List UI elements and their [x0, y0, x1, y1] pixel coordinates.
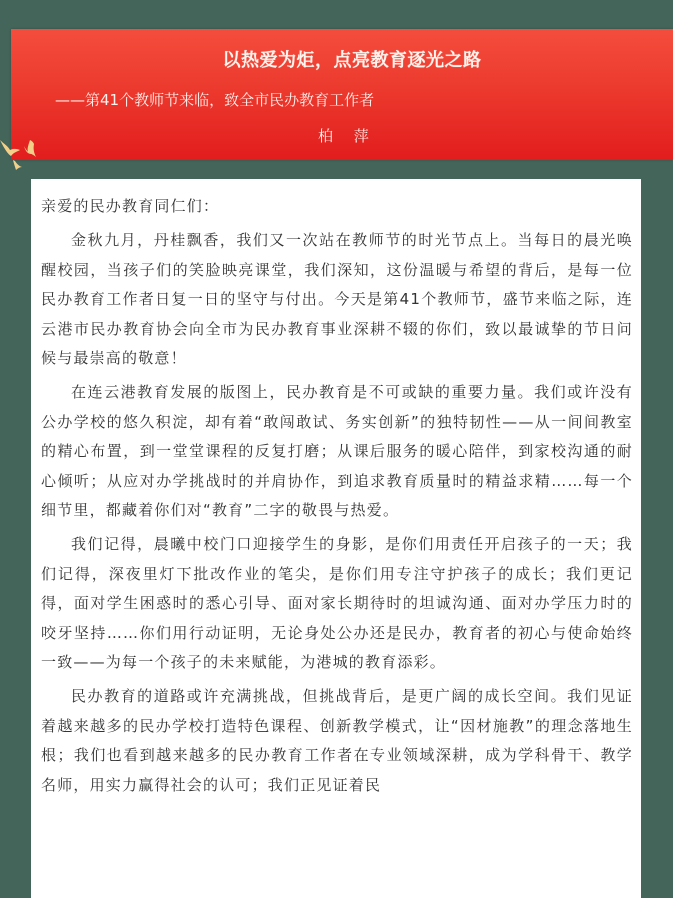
letter-panel — [31, 179, 641, 898]
doves-icon — [0, 136, 45, 176]
article-body — [41, 192, 633, 805]
salutation: 亲爱的民办教育同仁们： — [41, 197, 220, 215]
article-subtitle: ——第41个教师节来临，致全市民办教育工作者 — [55, 91, 375, 109]
header-banner — [11, 29, 673, 160]
paragraph: 民办教育的道路或许充满挑战，但挑战背后，是更广阔的成长空间。我们见证着越来越多的民办学校打造特色课程、创新教学模式，让“因材施教”的理念落地生根；我们也看到越来越多的民办教育工作者在专业领域深耕，成为学科骨干、教学名师，用实力赢得社会的认可；我们正见证着民 — [41, 687, 633, 794]
paragraph: 我们记得，晨曦中校门口迎接学生的身影，是你们用责任开启孩子的一天；我们记得，深夜里灯下批改作业的笔尖，是你们用专注守护孩子的成长；我们更记得，面对学生困惑时的悉心引导、面对家长期待时的坦诚沟通、面对办学压力时的咬牙坚持……你们用行动证明，无论身处公办还是民办，教育者的初心与使命始终一致——为每一个孩子的未来赋能，为港城的教育添彩。 — [41, 535, 633, 671]
paragraph: 在连云港教育发展的版图上，民办教育是不可或缺的重要力量。我们或许没有公办学校的悠久积淀，却有着“敢闯敢试、务实创新”的独特韧性——从一间间教室的精心布置，到一堂堂课程的反复打磨；从课后服务的暖心陪伴，到家校沟通的耐心倾听；从应对办学挑战时的并肩协作，到追求教育质量时的精益求精……每一个细节里，都藏着你们对“教育”二字的敬畏与热爱。 — [41, 383, 633, 519]
article-author: 柏 萍 — [318, 127, 377, 145]
paragraph: 金秋九月，丹桂飘香，我们又一次站在教师节的时光节点上。当每日的晨光唤醒校园，当孩子们的笑脸映亮课堂，我们深知，这份温暖与希望的背后，是每一位民办教育工作者日复一日的坚守与付出。今天是第41个教师节，盛节来临之际，连云港市民办教育协会向全市为民办教育事业深耕不辍的你们，致以最诚挚的节日问候与最崇高的敬意！ — [41, 231, 633, 367]
article-title: 以热爱为炬，点亮教育逐光之路 — [222, 50, 482, 71]
